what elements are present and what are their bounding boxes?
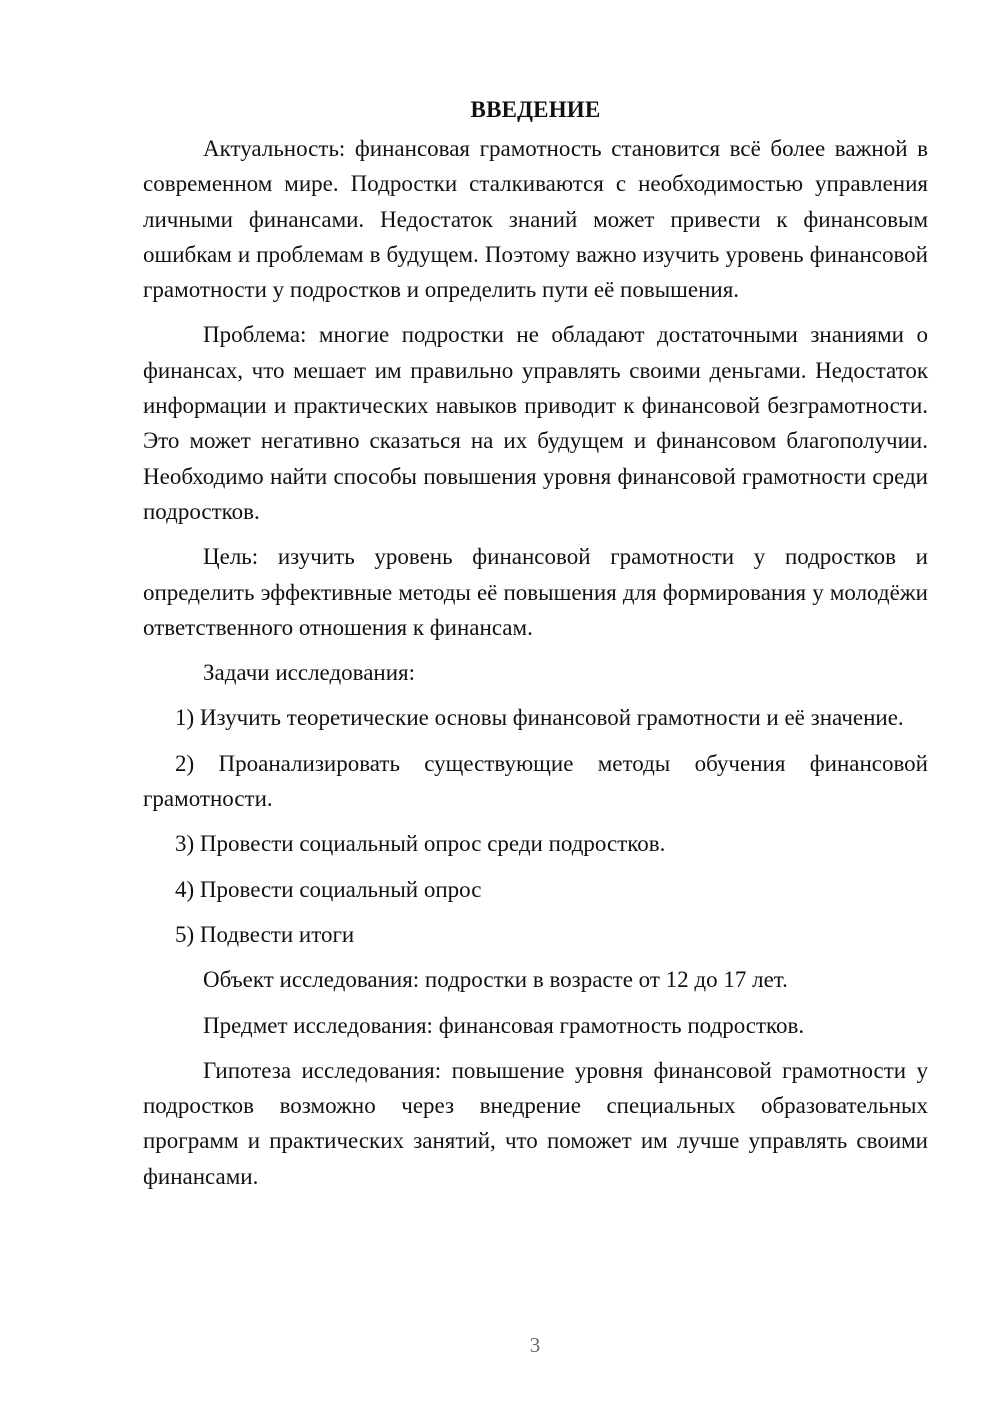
paragraph-subject: Предмет исследования: финансовая грамотность подростков. [203,1012,805,1038]
paragraph-tasks-heading: Задачи исследования: [203,660,416,686]
page-number: 3 [529,1333,541,1357]
task-item: 3) Провести социальный опрос среди подростков. [175,831,666,857]
paragraph-problem: Проблема: многие подростки не обладают достаточными знаниями о финансах, что мешает им правильно управлять своими деньгами. Недостаток информации и практических навыков приводит к финансовой безграмотности. Это может негативно сказаться на их будущем и финансовом благополучии. Необходимо найти способы повышения уровня финансовой грамотности среди подростков. [143,322,928,524]
task-item: 1) Изучить теоретические основы финансовой грамотности и её значение. [175,705,904,731]
paragraph-goal: Цель: изучить уровень финансовой грамотности у подростков и определить эффективные методы её повышения для формирования у молодёжи ответственного отношения к финансам. [143,544,928,640]
document-page [143,92,928,1204]
paragraph-hypothesis: Гипотеза исследования: повышение уровня финансовой грамотности у подростков возможно через внедрение специальных образовательных программ и практических занятий, что поможет им лучше управлять своими финансами. [143,1057,928,1189]
paragraph-object: Объект исследования: подростки в возрасте от 12 до 17 лет. [203,967,788,993]
paragraph-relevance: Актуальность: финансовая грамотность становится всё более важной в современном мире. Подростки сталкиваются с необходимостью управления личными финансами. Недостаток знаний может привести к финансовым ошибкам и проблемам в будущем. Поэтому важно изучить уровень финансовой грамотности у подростков и определить пути её повышения. [143,136,928,303]
task-item: 2) Проанализировать существующие методы обучения финансовой грамотности. [143,750,928,812]
task-item: 5) Подвести итоги [175,921,355,947]
section-title: ВВЕДЕНИЕ [470,97,601,122]
task-item: 4) Провести социальный опрос [175,876,482,902]
